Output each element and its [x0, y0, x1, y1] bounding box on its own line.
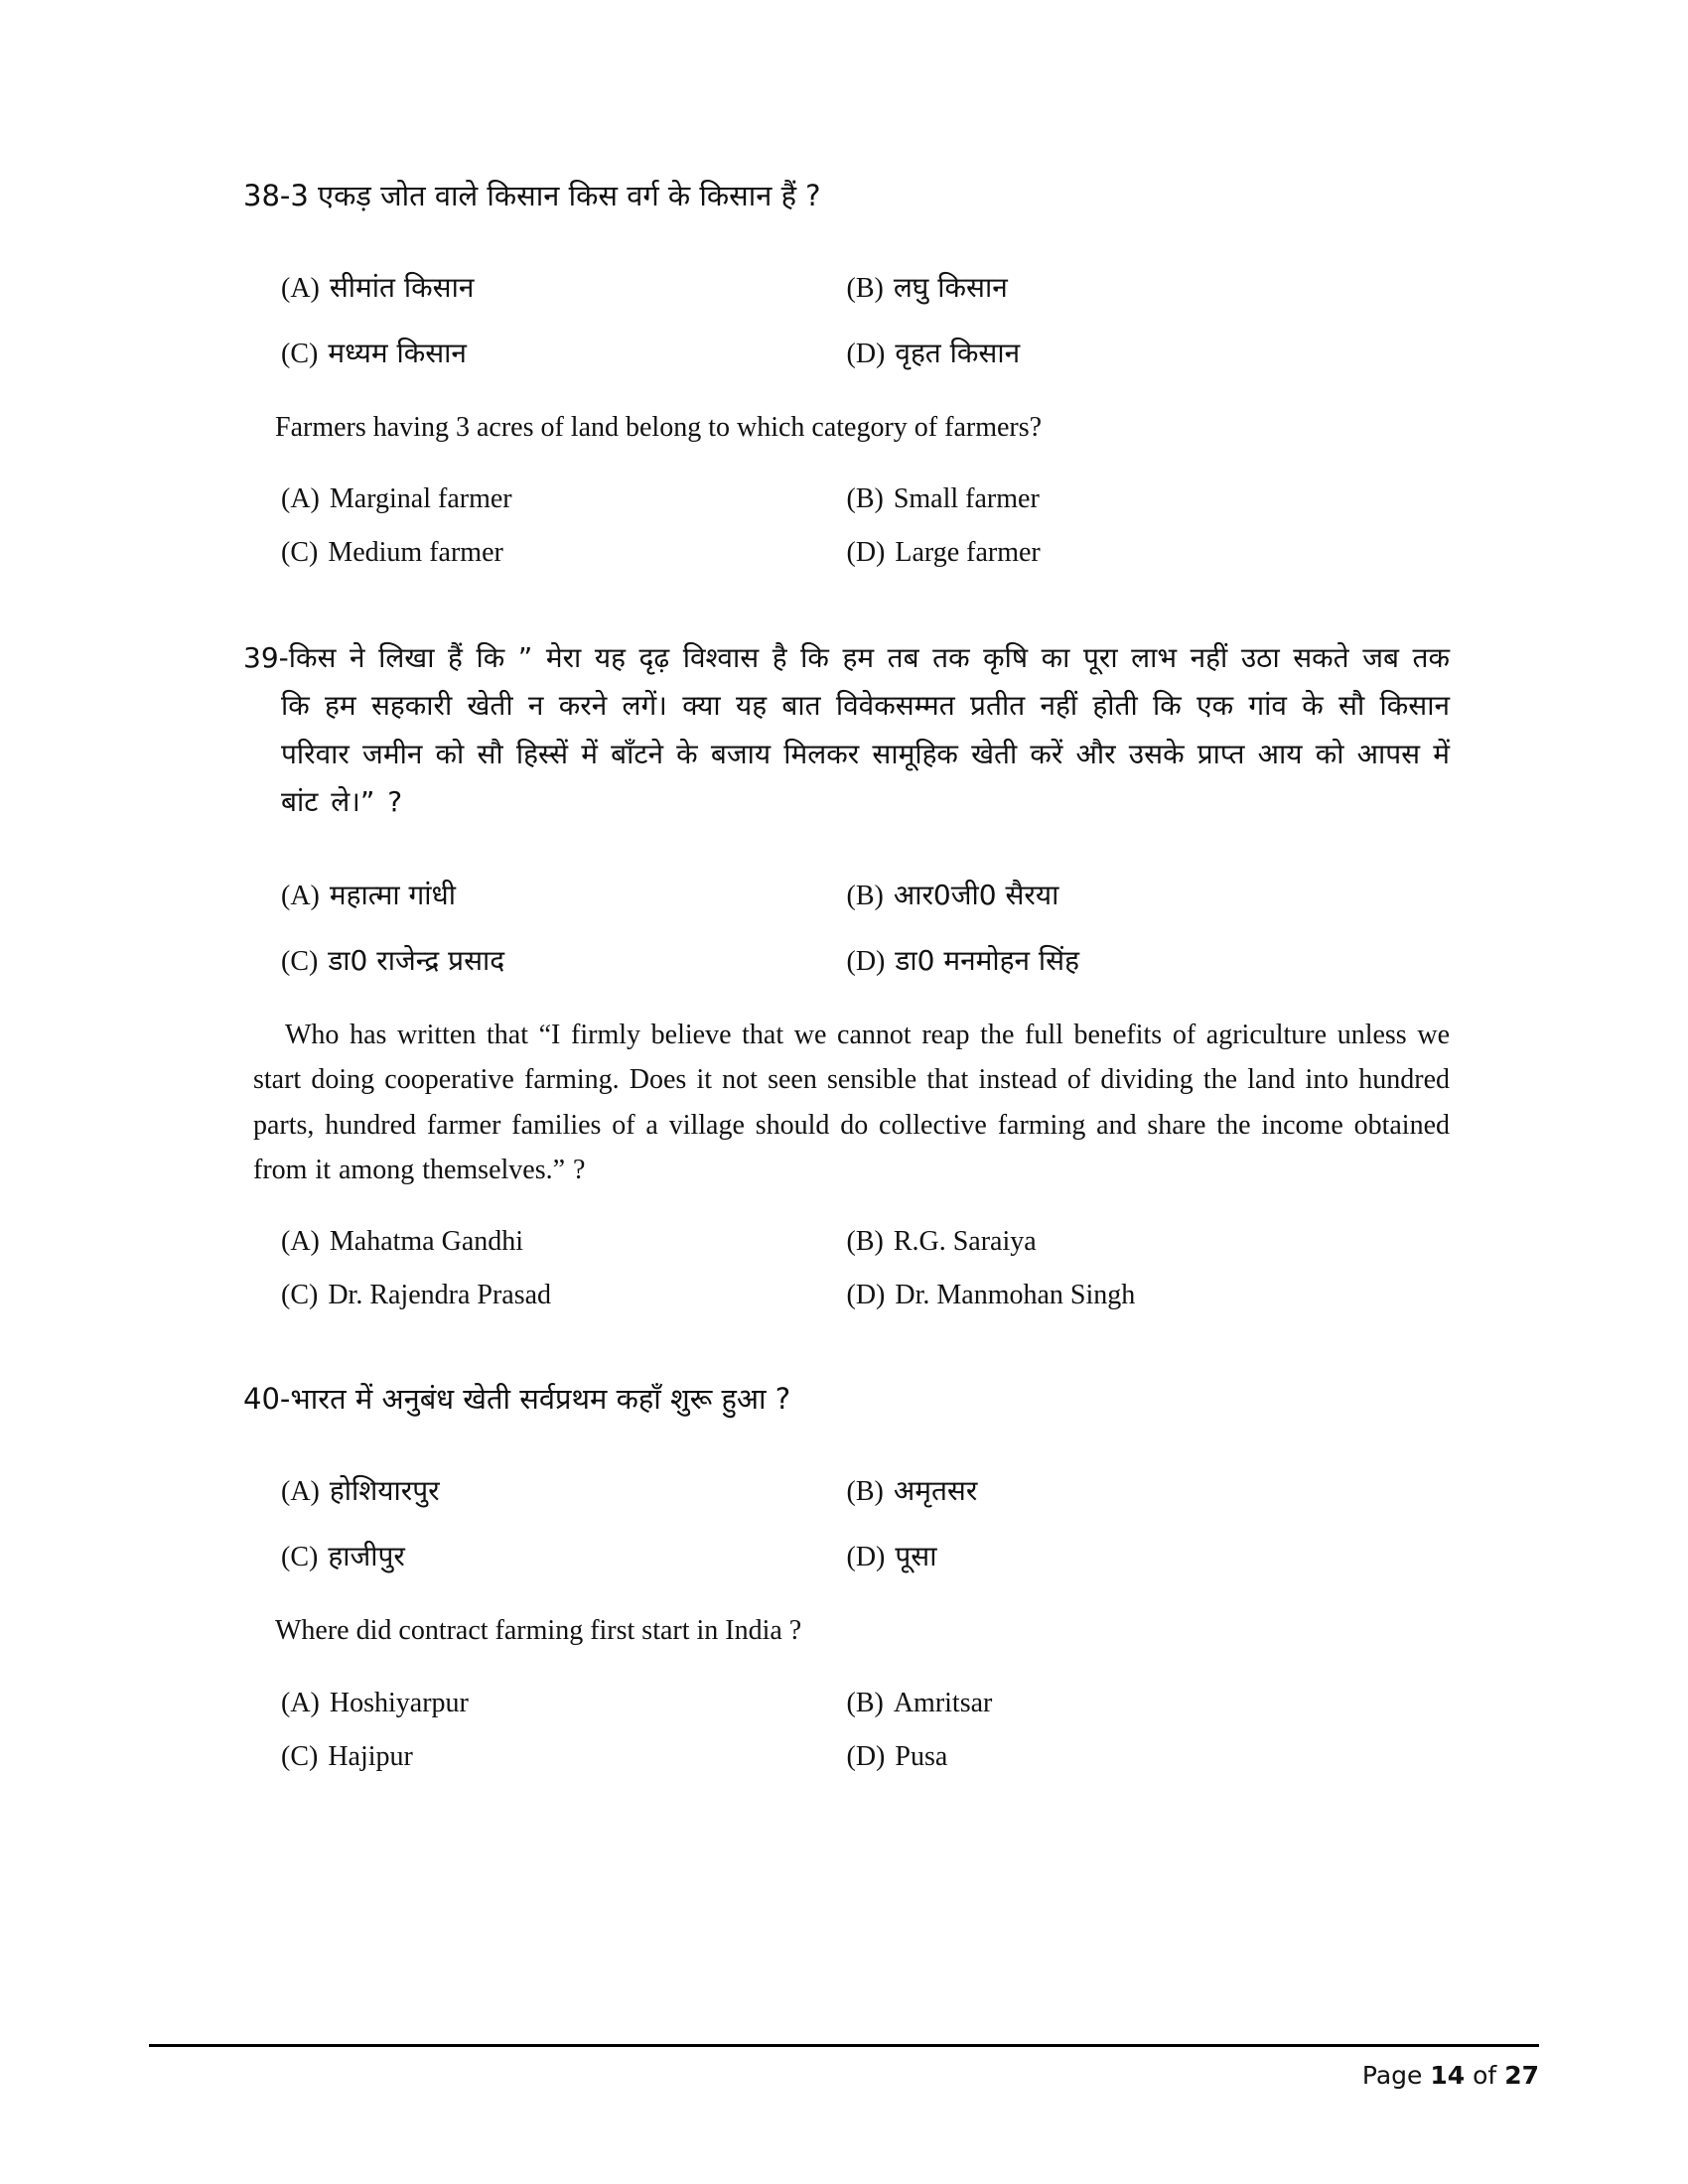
option-label: (B): [846, 1687, 884, 1718]
option-text: Marginal farmer: [329, 483, 512, 515]
question-38-english-text: Farmers having 3 acres of land belong to which category of farmers?: [275, 411, 1043, 443]
option-38-hindi-a[interactable]: [243, 268, 847, 306]
option-text: होशियारपुर: [329, 1474, 440, 1508]
option-label: (A): [281, 1476, 320, 1508]
footer-total-pages: 27: [1504, 2061, 1539, 2090]
option-label: (C): [281, 1280, 319, 1311]
page-footer: [149, 2044, 1539, 2090]
question-38-hindi-text: [243, 174, 1450, 218]
option-text: Large farmer: [895, 537, 1041, 569]
option-text: मध्यम किसान: [328, 336, 467, 369]
option-label: (C): [281, 1740, 319, 1772]
option-label: (D): [846, 945, 886, 977]
option-text: Medium farmer: [328, 537, 503, 569]
option-39-hindi-a[interactable]: [243, 876, 847, 913]
option-text: पूसा: [895, 1540, 937, 1573]
question-39-hindi-body: किस ने लिखा हैं कि ” मेरा यह दृढ़ विश्वास है कि हम तब तक कृषि का पूरा लाभ नहीं उठा सकते जब तक कि हम सहकारी खेती न करने लगें। क्या यह बात विवेकसम्मत प्रतीत नहीं होती कि एक गांव के सौ किसान परिवार जमीन को सौ हिस्सें में बाँटने के बजाय मिलकर सामूहिक खेती करें और उसके प्राप्त आय को आपस में बांट ले।” ?: [281, 641, 1450, 818]
question-39-hindi-options: [243, 876, 1450, 979]
question-40-number: 40-: [243, 1382, 291, 1417]
option-label: (D): [846, 1542, 886, 1573]
question-39-english-text: Who has written that “I firmly believe that we cannot reap the full benefits of agriculture unless we start doing cooperative farming. Does it not seen sensible that instead of dividing the land into hundred parts, hundred farmer families of a village should do collective farming and share the income obtained from it among themselves.” ?: [253, 1019, 1450, 1185]
option-text: R.G. Saraiya: [893, 1226, 1037, 1258]
option-38-hindi-c[interactable]: [243, 334, 847, 371]
option-row: [243, 1471, 1450, 1509]
option-row: [243, 1226, 1450, 1258]
option-38-hindi-d[interactable]: [847, 334, 1451, 371]
option-row: [243, 1280, 1450, 1311]
option-label: (B): [846, 1226, 884, 1258]
question-40: [243, 1377, 1450, 1772]
option-text: Amritsar: [893, 1687, 993, 1718]
option-row: [243, 537, 1450, 569]
option-39-hindi-b[interactable]: [847, 876, 1451, 913]
question-38-english-options: [243, 483, 1450, 569]
option-text: Pusa: [895, 1740, 948, 1772]
question-38-hindi-body: 3 एकड़ जोत वाले किसान किस वर्ग के किसान हैं ?: [290, 179, 821, 212]
option-text: डा0 राजेन्द्र प्रसाद: [328, 943, 505, 977]
option-38-hindi-b[interactable]: [847, 268, 1451, 306]
question-40-english-options: [243, 1688, 1450, 1773]
option-text: Small farmer: [893, 483, 1040, 515]
option-40-english-a[interactable]: [243, 1688, 847, 1719]
option-39-english-d[interactable]: [847, 1280, 1451, 1311]
option-40-hindi-d[interactable]: [847, 1537, 1451, 1574]
footer-page-number: 14: [1430, 2061, 1466, 2090]
option-row: [243, 1741, 1450, 1773]
option-39-english-b[interactable]: [847, 1226, 1451, 1258]
option-text: वृहत किसान: [895, 336, 1021, 369]
option-row: [243, 941, 1450, 979]
option-38-english-c[interactable]: [243, 537, 847, 569]
option-label: (C): [281, 537, 319, 569]
option-label: (A): [281, 483, 320, 515]
option-text: महात्मा गांधी: [329, 878, 456, 911]
option-label: (C): [281, 1542, 319, 1573]
option-text: Dr. Manmohan Singh: [895, 1280, 1136, 1311]
question-39-number: 39-: [243, 641, 289, 675]
question-38: [243, 174, 1450, 569]
option-39-english-c[interactable]: [243, 1280, 847, 1311]
footer-page-label: Page: [1361, 2061, 1423, 2090]
option-39-english-a[interactable]: [243, 1226, 847, 1258]
option-label: (A): [281, 880, 320, 911]
option-label: (B): [846, 272, 884, 304]
option-label: (C): [281, 945, 319, 977]
option-label: (A): [281, 1687, 320, 1718]
option-39-hindi-c[interactable]: [243, 941, 847, 979]
option-40-hindi-a[interactable]: [243, 1471, 847, 1509]
option-row: [243, 268, 1450, 306]
option-38-english-a[interactable]: [243, 483, 847, 515]
option-label: (C): [281, 338, 319, 369]
option-39-hindi-d[interactable]: [847, 941, 1451, 979]
option-38-english-b[interactable]: [847, 483, 1451, 515]
option-row: [243, 483, 1450, 515]
option-text: Hoshiyarpur: [329, 1687, 469, 1718]
option-text: अमृतसर: [893, 1474, 978, 1508]
option-text: लघु किसान: [893, 270, 1008, 304]
page-number-text: [149, 2061, 1539, 2090]
footer-of-label: of: [1473, 2061, 1497, 2090]
option-row: [243, 1688, 1450, 1719]
option-text: सीमांत किसान: [329, 270, 475, 304]
option-row: [243, 876, 1450, 913]
option-label: (B): [846, 880, 884, 911]
question-39: [243, 634, 1450, 1311]
page-content: [243, 174, 1450, 1773]
question-39-english-options: [243, 1226, 1450, 1311]
option-label: (A): [281, 1226, 320, 1258]
option-text: Hajipur: [328, 1740, 413, 1772]
question-40-hindi-body: भारत में अनुबंध खेती सर्वप्रथम कहाँ शुरू हुआ ?: [290, 1382, 791, 1417]
question-40-hindi-options: [243, 1471, 1450, 1574]
question-40-english-text: Where did contract farming first start in India ?: [275, 1615, 802, 1647]
option-label: (D): [846, 1740, 886, 1772]
question-39-hindi-text: [243, 634, 1450, 826]
option-label: (B): [846, 483, 884, 515]
option-text: आर0जी0 सैरया: [893, 878, 1059, 911]
option-text: Mahatma Gandhi: [329, 1226, 524, 1258]
question-40-hindi-text: [243, 1377, 1450, 1422]
option-38-english-d[interactable]: [847, 537, 1451, 569]
option-row: [243, 334, 1450, 371]
option-text: Dr. Rajendra Prasad: [328, 1280, 552, 1311]
option-40-english-c[interactable]: [243, 1741, 847, 1773]
question-38-number: 38-: [243, 179, 291, 212]
option-40-english-b[interactable]: [847, 1688, 1451, 1719]
option-label: (D): [846, 338, 886, 369]
option-label: (D): [846, 537, 886, 569]
option-text: हाजीपुर: [328, 1540, 405, 1573]
footer-divider: [149, 2044, 1539, 2047]
option-label: (D): [846, 1280, 886, 1311]
option-label: (A): [281, 272, 320, 304]
option-row: [243, 1537, 1450, 1574]
question-38-hindi-options: [243, 268, 1450, 371]
option-label: (B): [846, 1476, 884, 1508]
option-40-hindi-c[interactable]: [243, 1537, 847, 1574]
option-40-english-d[interactable]: [847, 1741, 1451, 1773]
option-text: डा0 मनमोहन सिंह: [895, 943, 1079, 977]
option-40-hindi-b[interactable]: [847, 1471, 1451, 1509]
